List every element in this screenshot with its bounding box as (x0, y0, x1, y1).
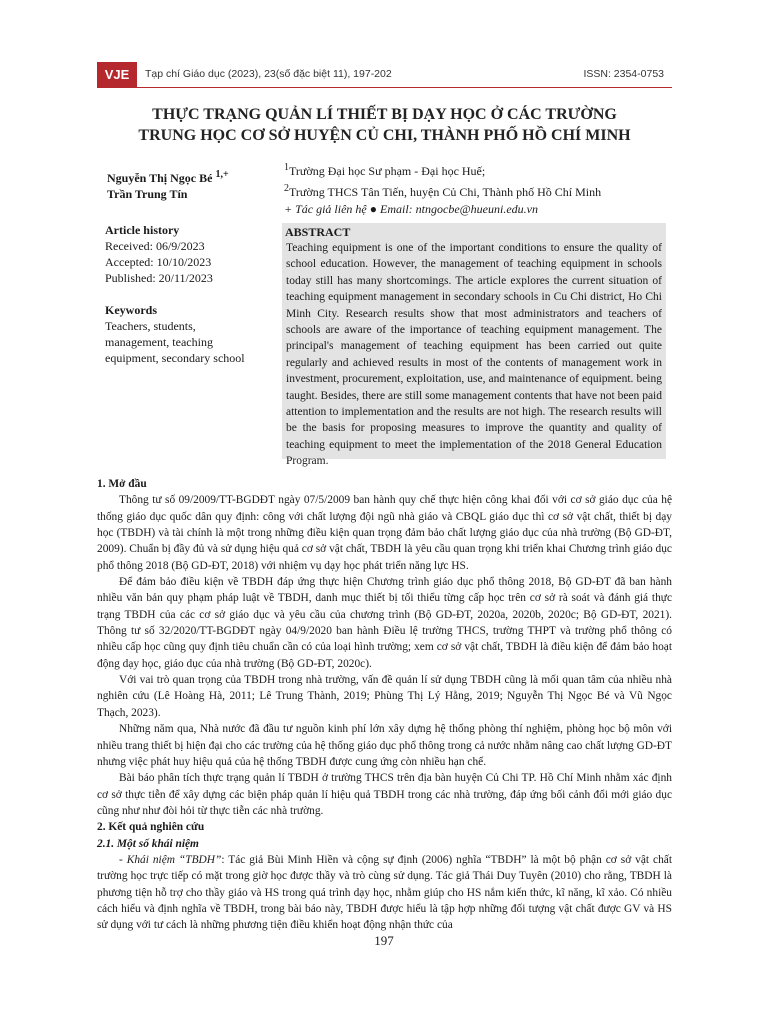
title-line-1: THỰC TRẠNG QUẢN LÍ THIẾT BỊ DẠY HỌC Ở CÁC TRƯỜNG (152, 106, 617, 123)
received-date: Received: 06/9/2023 (105, 239, 205, 253)
keywords-line-3: equipment, secondary school (105, 351, 245, 365)
subsection-2-1-heading: 2.1. Một số khái niệm (97, 837, 199, 850)
affiliation-2: $^2$Trường THCS Tân Tiến, huyện Củ Chi, Thành phố Hồ Chí Minh (284, 183, 602, 199)
journal-header (97, 62, 672, 88)
author-1: Nguyễn Thị Ngọc Bé $^{1,+}$ (107, 169, 229, 185)
journal-citation: Tạp chí Giáo dục (2023), 23(số đặc biệt 11), 197-202 (145, 68, 392, 80)
paragraph: Để đảm bảo điều kiện về TBDH đáp ứng thực hiện Chương trình giáo dục phổ thông 2018, Bộ GD-ĐT đã ban hành nhiều văn bản quy phạm pháp luật về TBDH, danh mục thiết bị tối thiểu từng cấp học trên cơ sở rà soát và đánh giá thực trạng TBDH của các cơ sở giáo dục và yêu cầu của chương trình (Bộ GD-ĐT, 2020a, 2020b, 2020c; Bộ GD-ĐT, 2021). Thông tư số 32/2020/TT-BGDĐT ngày 04/9/2020 ban hành Điều lệ trường THCS, trường THPT và trường phổ thông có nhiều cấp học cũng quy định tiêu chuẩn cần có của loại hình trường; xem cơ sở vật chất, TBDH là điều kiện để đảm bảo hoạt động dạy học, giáo dục của nhà trường (Bộ GD-ĐT, 2020c). (97, 576, 672, 670)
paragraph: Những năm qua, Nhà nước đã đầu tư nguồn kinh phí lớn xây dựng hệ thống phòng thí nghiệm, phòng học bộ môn với nhiều trang thiết bị hiện đại cho các trường của hệ thống giáo dục phổ thông trong cả nước nhằm nâng cao chất lượng GD-ĐT nhưng việc phát huy hiệu quả của hệ thống TBDH được cung ứng còn nhiều hạn chế. (97, 723, 672, 768)
author-list (107, 167, 229, 202)
page-number: 197 (374, 933, 394, 948)
affiliations (284, 159, 601, 218)
section-1-heading: 1. Mở đầu (97, 478, 147, 490)
keywords (105, 302, 245, 366)
journal-logo: VJE (97, 62, 137, 88)
abstract-box (282, 223, 666, 468)
paragraph: Với vai trò quan trọng của TBDH trong nhà trường, vấn đề quản lí sử dụng TBDH cũng là mối quan tâm của nhiều nhà nghiên cứu (Lê Hoàng Hà, 2011; Lê Trung Thành, 2019; Phùng Thị Lý Hằng, 2019; Nguyễn Thị Ngọc Bé và Vũ Ngọc Thạch, 2023). (97, 674, 672, 719)
author-1-affil: 1,+ (215, 169, 229, 180)
title-line-2: TRUNG HỌC CƠ SỞ HUYỆN CỦ CHI, THÀNH PHỐ HỒ CHÍ MINH (138, 127, 631, 144)
abstract-text: Teaching equipment is one of the important conditions to ensure the quality of school education. However, the management of teaching equipment in schools today still has many shortcomings. The article explores the current situation of teaching equipment management in secondary schools in Cu Chi district, Ho Chi Minh City. Research results show that most administrators and teachers of schools are aware of the importance of teaching equipment management. The principal's management of teaching equipment has been carried out quite regularly and achieved results in most of the contents of management work in investment, procurement, exploitation, use, and maintenance of equipment. being taught. Besides, there are still some management contents that have not been paid attention to implementation and the results are not high. The research results will be the basis for proposing measures to improve the quantity and quality of teaching equipment to meet the implementation of the 2018 General Education Program. (286, 242, 662, 468)
paragraph: Thông tư số 09/2009/TT-BGDĐT ngày 07/5/2009 ban hành quy chế thực hiện công khai đối với cơ sở giáo dục của hệ thống giáo dục quốc dân quy định: công với chất lượng đội ngũ nhà giáo và CBQL giáo dục thì cơ sở vật chất, thiết bị dạy học (TBDH) và tài chính là một trong những điều kiện quan trọng đảm bảo chất lượng giáo dục của nhà trường (Bộ GD-ĐT, 2009). Chuẩn bị đầy đủ và sử dụng hiệu quả cơ sở vật chất, TBDH là yêu cầu quan trọng khi triển khai Chương trình giáo dục phổ thông 2018 (Bộ GD-ĐT, 2018) với nhiệm vụ dạy học phát triển năng lực HS. (97, 494, 672, 572)
definition-term: - Khái niệm “TBDH” (119, 853, 222, 866)
header-divider (97, 87, 672, 88)
keywords-heading: Keywords (105, 303, 157, 317)
affiliation-1: $^1$Trường Đại học Sư phạm - Đại học Huế; (284, 162, 486, 178)
issn: ISSN: 2354-0753 (583, 68, 664, 80)
article-history (105, 222, 213, 286)
keywords-line-1: Teachers, students, (105, 319, 196, 333)
corresponding-contact: + Tác giả liên hệ ● Email: ntngocbe@hueuni.edu.vn (284, 202, 538, 216)
article-history-heading: Article history (105, 223, 180, 237)
published-date: Published: 20/11/2023 (105, 271, 213, 285)
abstract-heading: ABSTRACT (285, 225, 351, 239)
article-title (97, 104, 672, 146)
article-body (97, 476, 672, 934)
section-2-heading: 2. Kết quả nghiên cứu (97, 821, 205, 834)
keywords-line-2: management, teaching (105, 335, 213, 349)
accepted-date: Accepted: 10/10/2023 (105, 255, 212, 269)
paragraph: - Khái niệm “TBDH”: Tác giả Bùi Minh Hiền và cộng sự định (2006) nghĩa “TBDH” là một bộ phận cơ sở vật chất trường học trực tiếp có mặt trong giờ học được thầy và trò cùng sử dụng. Tác giả Thái Duy Tuyên (2010) cho rằng, TBDH là phương tiện hỗ trợ cho thầy giáo và HS trong quá trình dạy học, nhằm giúp cho HS nắm kiến thức, kĩ năng, kĩ xảo. Có nhiều cách hiểu và định nghĩa về TBDH, trong bài báo này, TBDH được hiểu là tập hợp những đối tượng vật chất được GV và HS sử dụng với tư cách là những phương tiện điều khiển hoạt động nhận thức của (97, 853, 673, 932)
author-2: Trần Trung Tín (107, 187, 188, 201)
paragraph: Bài báo phân tích thực trạng quản lí TBDH ở trường THCS trên địa bàn huyện Củ Chi TP. Hồ Chí Minh nhằm xác định cơ sở thực tiễn để xây dựng các biện pháp quản lí hiệu quả TBDH trong các nhà trường, đáp ứng bối cảnh đổi mới giáo dục cũng như như đòi hỏi từ thực tiễn các nhà trường. (97, 772, 672, 817)
